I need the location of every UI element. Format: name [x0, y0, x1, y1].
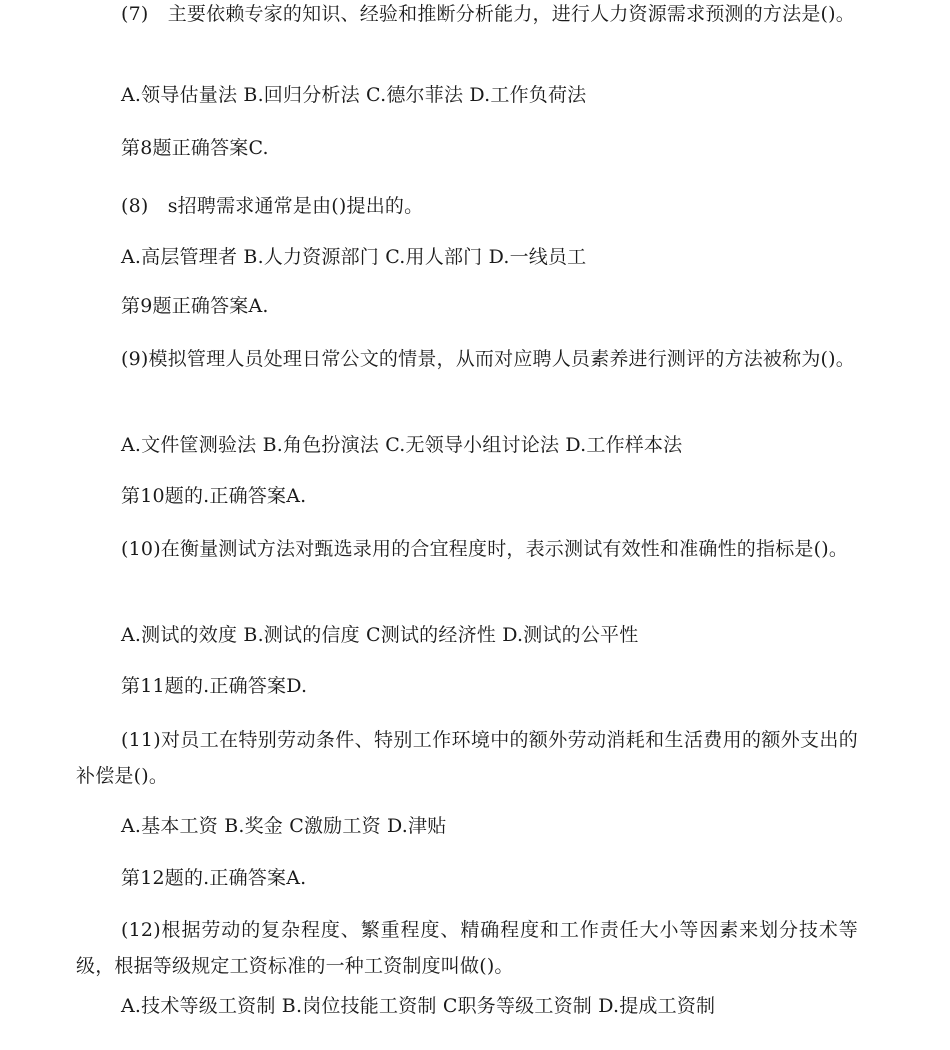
options-8: A.高层管理者 B.人力资源部门 C.用人部门 D.一线员工 — [121, 246, 587, 268]
options-9: A.文件筐测验法 B.角色扮演法 C.无领导小组讨论法 D.工作样本法 — [121, 434, 683, 456]
answer-12: 第12题的.正确答案A. — [121, 867, 307, 889]
question-7: (7) 主要依赖专家的知识、经验和推断分析能力，进行人力资源需求预测的方法是()。 — [121, 3, 855, 25]
question-9: (9)模拟管理人员处理日常公文的情景，从而对应聘人员素养进行测评的方法被称为()。 — [121, 348, 855, 370]
question-12: (12)根据劳动的复杂程度、繁重程度、精确程度和工作责任大小等因素来划分技术等级，根据等级规定工资标准的一种工资制度叫做()。 — [76, 919, 858, 977]
question-8: (8) s招聘需求通常是由()提出的。 — [121, 195, 424, 217]
answer-8: 第8题正确答案C. — [121, 137, 269, 159]
question-11: (11)对员工在特别劳动条件、特别工作环境中的额外劳动消耗和生活费用的额外支出的补偿是()。 — [76, 729, 858, 787]
options-11: A.基本工资 B.奖金 C激励工资 D.津贴 — [121, 815, 447, 837]
answer-10: 第10题的.正确答案A. — [121, 485, 307, 507]
answer-9: 第9题正确答案A. — [121, 295, 269, 317]
options-12: A.技术等级工资制 B.岗位技能工资制 C职务等级工资制 D.提成工资制 — [121, 995, 716, 1017]
question-10: (10)在衡量测试方法对甄选录用的合宜程度时，表示测试有效性和准确性的指标是()。 — [121, 538, 849, 560]
options-10: A.测试的效度 B.测试的信度 C测试的经济性 D.测试的公平性 — [121, 624, 639, 646]
answer-11: 第11题的.正确答案D. — [121, 675, 308, 697]
options-7: A.领导估量法 B.回归分析法 C.德尔菲法 D.工作负荷法 — [121, 84, 587, 106]
